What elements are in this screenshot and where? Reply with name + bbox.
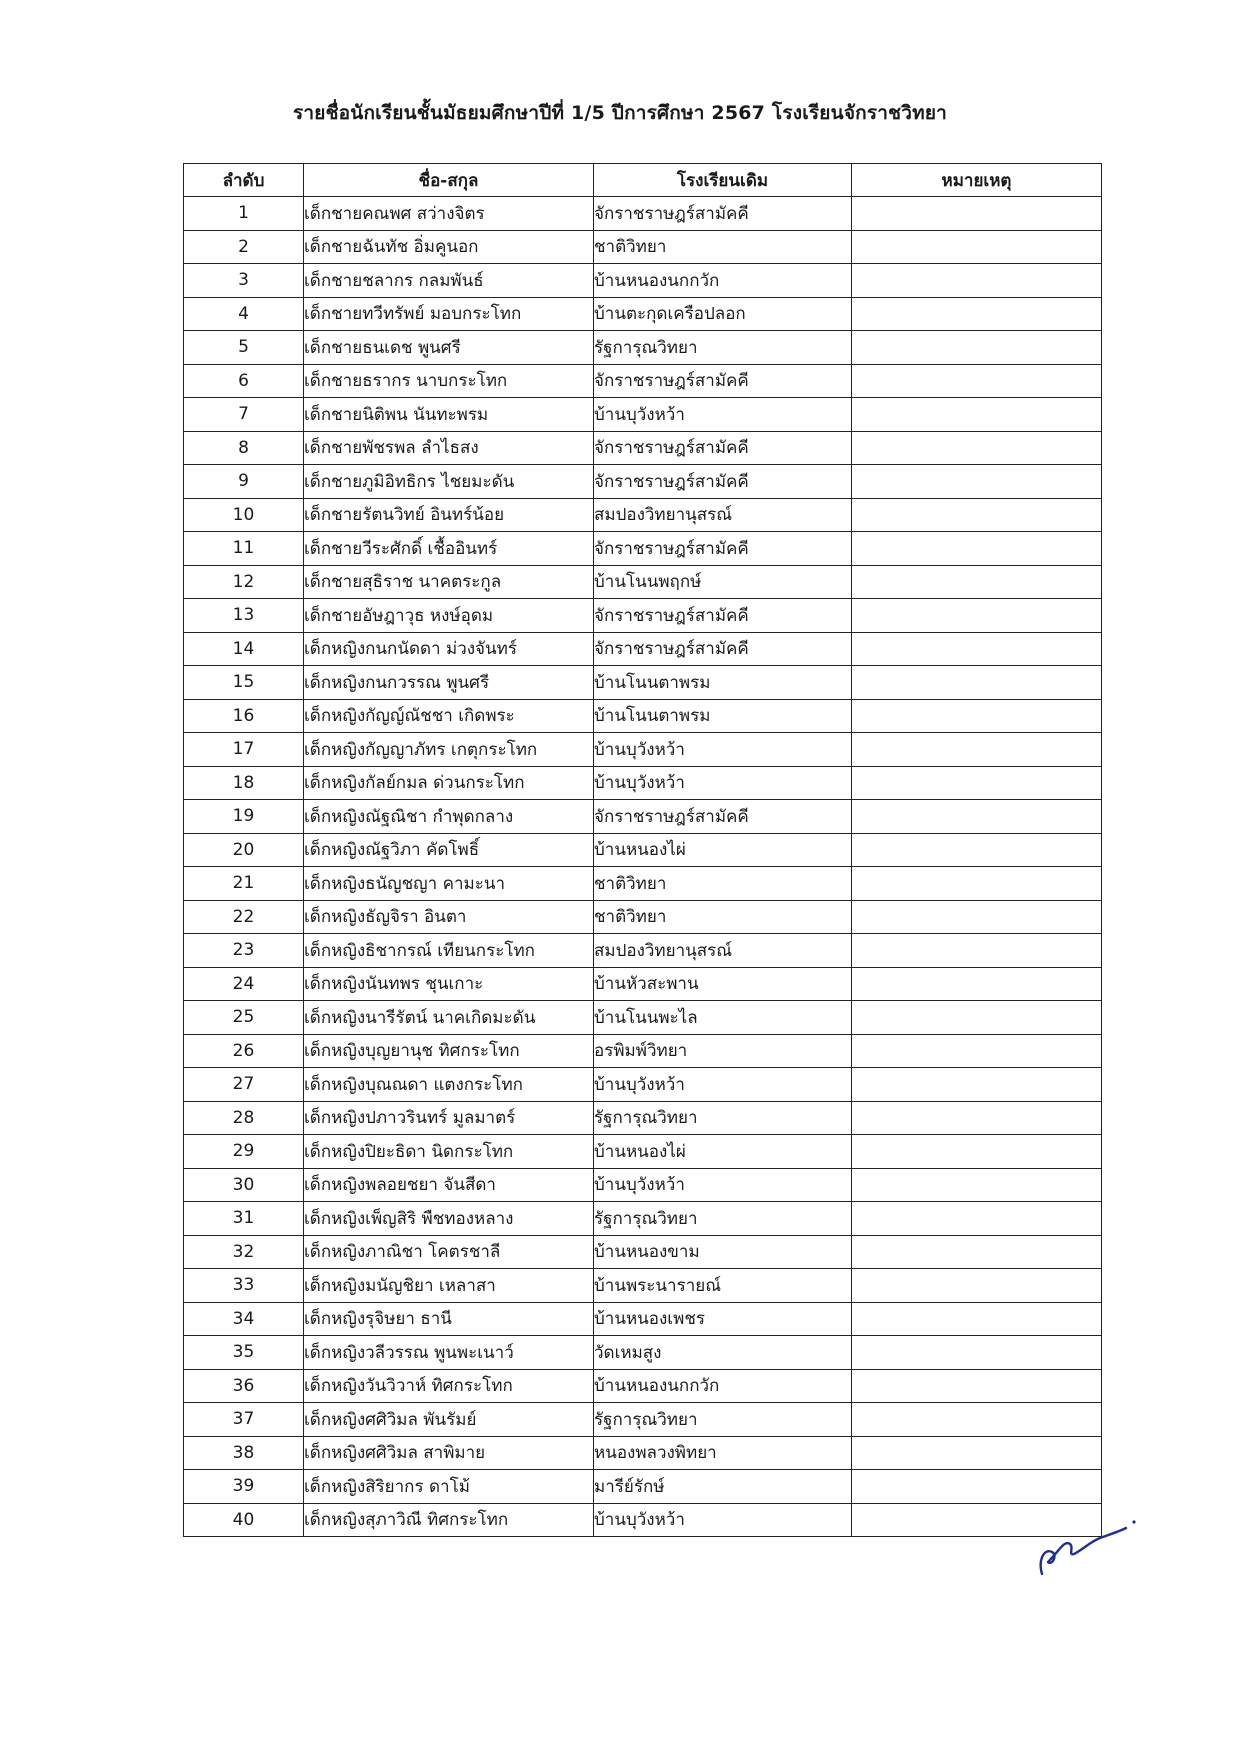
row-number: 7: [184, 398, 304, 432]
previous-school: ชาติวิทยา: [594, 867, 852, 901]
row-number: 6: [184, 364, 304, 398]
remarks: [852, 1470, 1102, 1504]
remarks: [852, 599, 1102, 633]
remarks: [852, 900, 1102, 934]
student-name: เด็กชายธนเดช พูนศรี: [304, 331, 594, 365]
row-number: 37: [184, 1403, 304, 1437]
previous-school: บ้านหนองเพชร: [594, 1302, 852, 1336]
table-row: [184, 1135, 1102, 1169]
remarks: [852, 331, 1102, 365]
remarks: [852, 867, 1102, 901]
remarks: [852, 264, 1102, 298]
previous-school: รัฐการุณวิทยา: [594, 331, 852, 365]
previous-school: จักราชราษฎร์สามัคคี: [594, 364, 852, 398]
handwritten-signature: [1030, 1500, 1140, 1580]
table-row: [184, 800, 1102, 834]
student-name: เด็กหญิงณัฐณิชา กำพุดกลาง: [304, 800, 594, 834]
table-row: [184, 1302, 1102, 1336]
table-row: [184, 331, 1102, 365]
row-number: 9: [184, 465, 304, 499]
student-name: เด็กหญิงรุจิษยา ธานี: [304, 1302, 594, 1336]
row-number: 2: [184, 230, 304, 264]
previous-school: บ้านโนนตาพรม: [594, 699, 852, 733]
previous-school: จักราชราษฎร์สามัคคี: [594, 431, 852, 465]
student-name: เด็กชายธรากร นาบกระโทก: [304, 364, 594, 398]
student-name: เด็กหญิงกัญญาภัทร เกตุกระโทก: [304, 733, 594, 767]
row-number: 3: [184, 264, 304, 298]
student-name: เด็กหญิงวลีวรรณ พูนพะเนาว์: [304, 1336, 594, 1370]
student-name: เด็กหญิงศศิวิมล พันรัมย์: [304, 1403, 594, 1437]
previous-school: บ้านหนองนกกวัก: [594, 1369, 852, 1403]
row-number: 19: [184, 800, 304, 834]
table-row: [184, 264, 1102, 298]
document-title: รายชื่อนักเรียนชั้นมัธยมศึกษาปีที่ 1/5 ปีการศึกษา 2567 โรงเรียนจักราชวิทยา: [292, 102, 948, 124]
student-name: เด็กชายพัชรพล ลำไธสง: [304, 431, 594, 465]
student-name: เด็กชายทวีทรัพย์ มอบกระโทก: [304, 297, 594, 331]
remarks: [852, 532, 1102, 566]
table-row: [184, 867, 1102, 901]
row-number: 1: [184, 197, 304, 231]
signature-stroke: [1041, 1528, 1126, 1574]
remarks: [852, 197, 1102, 231]
row-number: 13: [184, 599, 304, 633]
table-row: [184, 967, 1102, 1001]
remarks: [852, 398, 1102, 432]
table-row: [184, 565, 1102, 599]
table-row: [184, 230, 1102, 264]
student-name: เด็กชายรัตนวิทย์ อินทร์น้อย: [304, 498, 594, 532]
table-row: [184, 1336, 1102, 1370]
row-number: 20: [184, 833, 304, 867]
row-number: 22: [184, 900, 304, 934]
student-name: เด็กชายวีระศักดิ์ เชื้ออินทร์: [304, 532, 594, 566]
student-name: เด็กหญิงปิยะธิดา นิดกระโทก: [304, 1135, 594, 1169]
remarks: [852, 1068, 1102, 1102]
row-number: 40: [184, 1503, 304, 1537]
table-row: [184, 498, 1102, 532]
student-name: เด็กหญิงสุภาวิณี ทิศกระโทก: [304, 1503, 594, 1537]
previous-school: บ้านบุวังหว้า: [594, 1168, 852, 1202]
previous-school: อรพิมพ์วิทยา: [594, 1034, 852, 1068]
previous-school: บ้านโนนพฤกษ์: [594, 565, 852, 599]
header-name: ชื่อ-สกุล: [304, 164, 594, 197]
row-number: 30: [184, 1168, 304, 1202]
previous-school: บ้านบุวังหว้า: [594, 766, 852, 800]
row-number: 15: [184, 666, 304, 700]
student-name: เด็กชายชลากร กลมพันธ์: [304, 264, 594, 298]
row-number: 29: [184, 1135, 304, 1169]
remarks: [852, 1336, 1102, 1370]
remarks: [852, 465, 1102, 499]
student-name: เด็กหญิงพลอยชยา จันสีดา: [304, 1168, 594, 1202]
header-previous-school: โรงเรียนเดิม: [594, 164, 852, 197]
table-row: [184, 833, 1102, 867]
student-name: เด็กหญิงปภาวรินทร์ มูลมาตร์: [304, 1101, 594, 1135]
remarks: [852, 498, 1102, 532]
remarks: [852, 1101, 1102, 1135]
row-number: 21: [184, 867, 304, 901]
previous-school: ชาติวิทยา: [594, 230, 852, 264]
remarks: [852, 431, 1102, 465]
previous-school: จักราชราษฎร์สามัคคี: [594, 465, 852, 499]
student-roster-table: [183, 163, 1102, 1537]
header-remarks: หมายเหตุ: [852, 164, 1102, 197]
previous-school: จักราชราษฎร์สามัคคี: [594, 532, 852, 566]
student-name: เด็กหญิงมนัญชิยา เหลาสา: [304, 1269, 594, 1303]
table-header-row: [184, 164, 1102, 197]
table-row: [184, 1503, 1102, 1537]
student-name: เด็กหญิงธิชากรณ์ เทียนกระโทก: [304, 934, 594, 968]
table-row: [184, 297, 1102, 331]
student-name: เด็กหญิงธนัญชญา คามะนา: [304, 867, 594, 901]
row-number: 23: [184, 934, 304, 968]
table-row: [184, 1101, 1102, 1135]
row-number: 16: [184, 699, 304, 733]
remarks: [852, 565, 1102, 599]
previous-school: บ้านหัวสะพาน: [594, 967, 852, 1001]
table-row: [184, 599, 1102, 633]
remarks: [852, 364, 1102, 398]
row-number: 4: [184, 297, 304, 331]
remarks: [852, 833, 1102, 867]
row-number: 27: [184, 1068, 304, 1102]
previous-school: บ้านโนนตาพรม: [594, 666, 852, 700]
previous-school: จักราชราษฎร์สามัคคี: [594, 800, 852, 834]
previous-school: บ้านพระนารายณ์: [594, 1269, 852, 1303]
row-number: 14: [184, 632, 304, 666]
remarks: [852, 1202, 1102, 1236]
previous-school: ชาติวิทยา: [594, 900, 852, 934]
remarks: [852, 230, 1102, 264]
student-name: เด็กชายนิติพน นันทะพรม: [304, 398, 594, 432]
remarks: [852, 632, 1102, 666]
table-row: [184, 1269, 1102, 1303]
student-name: เด็กชายอัษฎาวุธ หงษ์อุดม: [304, 599, 594, 633]
previous-school: จักราชราษฎร์สามัคคี: [594, 599, 852, 633]
previous-school: บ้านหนองนกกวัก: [594, 264, 852, 298]
table-row: [184, 1436, 1102, 1470]
student-name: เด็กหญิงกัลย์กมล ด่วนกระโทก: [304, 766, 594, 800]
remarks: [852, 800, 1102, 834]
student-name: เด็กหญิงนันทพร ชุนเกาะ: [304, 967, 594, 1001]
remarks: [852, 297, 1102, 331]
previous-school: บ้านหนองไผ่: [594, 1135, 852, 1169]
remarks: [852, 733, 1102, 767]
previous-school: รัฐการุณวิทยา: [594, 1101, 852, 1135]
table-row: [184, 1068, 1102, 1102]
previous-school: จักราชราษฎร์สามัคคี: [594, 197, 852, 231]
table-row: [184, 1034, 1102, 1068]
table-row: [184, 398, 1102, 432]
student-name: เด็กหญิงนารีรัตน์ นาคเกิดมะดัน: [304, 1001, 594, 1035]
row-number: 17: [184, 733, 304, 767]
previous-school: สมปองวิทยานุสรณ์: [594, 498, 852, 532]
table-row: [184, 465, 1102, 499]
student-name: เด็กหญิงณัฐวิภา คัดโพธิ์: [304, 833, 594, 867]
signature-dot: [1132, 1520, 1135, 1523]
table-row: [184, 431, 1102, 465]
table-row: [184, 1403, 1102, 1437]
row-number: 10: [184, 498, 304, 532]
remarks: [852, 766, 1102, 800]
table-row: [184, 666, 1102, 700]
table-body: [184, 197, 1102, 1537]
row-number: 26: [184, 1034, 304, 1068]
table-row: [184, 1001, 1102, 1035]
row-number: 8: [184, 431, 304, 465]
student-name: เด็กหญิงภาณิชา โคตรชาลี: [304, 1235, 594, 1269]
table-row: [184, 632, 1102, 666]
row-number: 24: [184, 967, 304, 1001]
table-row: [184, 900, 1102, 934]
remarks: [852, 1369, 1102, 1403]
previous-school: หนองพลวงพิทยา: [594, 1436, 852, 1470]
table-row: [184, 1202, 1102, 1236]
remarks: [852, 1269, 1102, 1303]
student-name: เด็กหญิงกนกวรรณ พูนศรี: [304, 666, 594, 700]
remarks: [852, 1436, 1102, 1470]
table-row: [184, 766, 1102, 800]
previous-school: บ้านหนองไผ่: [594, 833, 852, 867]
student-name: เด็กหญิงบุญยานุช ทิศกระโทก: [304, 1034, 594, 1068]
remarks: [852, 1302, 1102, 1336]
remarks: [852, 1168, 1102, 1202]
previous-school: บ้านบุวังหว้า: [594, 1503, 852, 1537]
row-number: 28: [184, 1101, 304, 1135]
remarks: [852, 967, 1102, 1001]
row-number: 31: [184, 1202, 304, 1236]
table-row: [184, 733, 1102, 767]
previous-school: บ้านหนองขาม: [594, 1235, 852, 1269]
row-number: 12: [184, 565, 304, 599]
previous-school: จักราชราษฎร์สามัคคี: [594, 632, 852, 666]
student-name: เด็กหญิงบุณณดา แตงกระโทก: [304, 1068, 594, 1102]
row-number: 38: [184, 1436, 304, 1470]
row-number: 39: [184, 1470, 304, 1504]
student-name: เด็กหญิงศศิวิมล สาพิมาย: [304, 1436, 594, 1470]
student-name: เด็กชายภูมิอิทธิกร ไชยมะดัน: [304, 465, 594, 499]
remarks: [852, 666, 1102, 700]
header-number: ลำดับ: [184, 164, 304, 197]
row-number: 18: [184, 766, 304, 800]
table-row: [184, 1168, 1102, 1202]
row-number: 35: [184, 1336, 304, 1370]
table-row: [184, 934, 1102, 968]
remarks: [852, 1235, 1102, 1269]
student-name: เด็กชายคณพศ สว่างจิตร: [304, 197, 594, 231]
student-name: เด็กชายสุธิราช นาคตระกูล: [304, 565, 594, 599]
row-number: 25: [184, 1001, 304, 1035]
student-name: เด็กหญิงกัญญ์ณัชชา เกิดพระ: [304, 699, 594, 733]
student-name: เด็กหญิงกนกนัดดา ม่วงจันทร์: [304, 632, 594, 666]
student-name: เด็กหญิงเพ็ญสิริ พืชทองหลาง: [304, 1202, 594, 1236]
row-number: 11: [184, 532, 304, 566]
previous-school: บ้านโนนพะไล: [594, 1001, 852, 1035]
table-row: [184, 197, 1102, 231]
student-name: เด็กชายฉันทัช อิ่มคูนอก: [304, 230, 594, 264]
remarks: [852, 1403, 1102, 1437]
table-row: [184, 699, 1102, 733]
remarks: [852, 699, 1102, 733]
remarks: [852, 934, 1102, 968]
row-number: 33: [184, 1269, 304, 1303]
student-name: เด็กหญิงสิริยากร ดาโม้: [304, 1470, 594, 1504]
previous-school: บ้านตะกุดเครือปลอก: [594, 297, 852, 331]
previous-school: มารีย์รักษ์: [594, 1470, 852, 1504]
row-number: 34: [184, 1302, 304, 1336]
row-number: 36: [184, 1369, 304, 1403]
row-number: 5: [184, 331, 304, 365]
remarks: [852, 1135, 1102, 1169]
previous-school: บ้านบุวังหว้า: [594, 1068, 852, 1102]
table-row: [184, 1235, 1102, 1269]
table-row: [184, 532, 1102, 566]
remarks: [852, 1001, 1102, 1035]
previous-school: บ้านบุวังหว้า: [594, 733, 852, 767]
table-row: [184, 364, 1102, 398]
previous-school: บ้านบุวังหว้า: [594, 398, 852, 432]
row-number: 32: [184, 1235, 304, 1269]
table-row: [184, 1369, 1102, 1403]
student-name: เด็กหญิงธัญจิรา อินตา: [304, 900, 594, 934]
previous-school: วัดเหมสูง: [594, 1336, 852, 1370]
remarks: [852, 1034, 1102, 1068]
previous-school: รัฐการุณวิทยา: [594, 1403, 852, 1437]
student-name: เด็กหญิงวันวิวาห์ ทิศกระโทก: [304, 1369, 594, 1403]
previous-school: สมปองวิทยานุสรณ์: [594, 934, 852, 968]
previous-school: รัฐการุณวิทยา: [594, 1202, 852, 1236]
table-row: [184, 1470, 1102, 1504]
